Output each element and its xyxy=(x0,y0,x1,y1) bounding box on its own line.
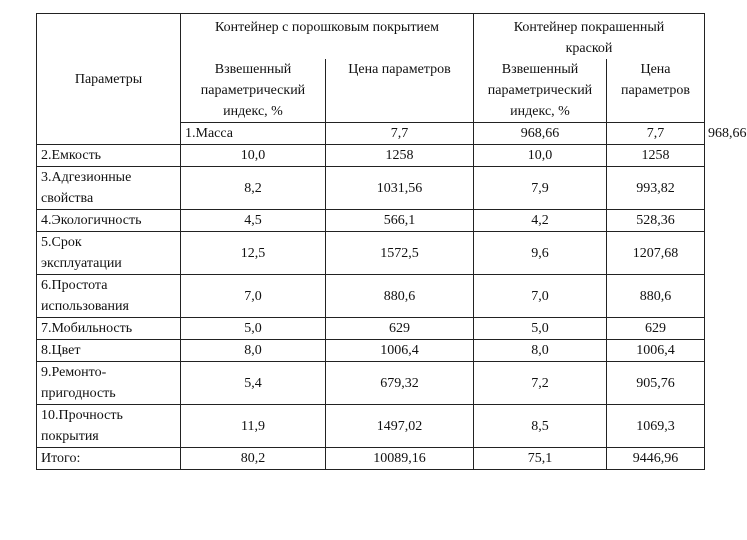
powder-price-header xyxy=(326,59,474,123)
powder-price-cell: 1006,4 xyxy=(326,340,474,362)
table-row xyxy=(37,275,705,318)
paint-price-header xyxy=(607,59,705,123)
parameter-name-cell xyxy=(37,275,181,318)
parameter-name: 10.Прочность xyxy=(41,408,123,423)
paint-index-cell: 10,0 xyxy=(474,145,607,167)
powder-price-cell: 880,6 xyxy=(326,275,474,318)
table-row xyxy=(37,167,705,210)
table-body xyxy=(37,14,747,470)
parameter-name: свойства xyxy=(41,191,94,206)
total-powder-index-cell: 80,2 xyxy=(181,448,326,470)
parameter-name: 9.Ремонто- xyxy=(41,365,107,380)
powder-index-cell: 7,7 xyxy=(326,123,474,145)
powder-index-header xyxy=(181,59,326,123)
parameter-name: 3.Адгезионные xyxy=(41,170,132,185)
paint-index-header-line1: Взвешенный xyxy=(501,62,579,77)
powder-price-cell: 1258 xyxy=(326,145,474,167)
powder-price-cell: 968,66 xyxy=(474,123,607,145)
powder-price-header-text: Цена параметров xyxy=(348,62,451,77)
powder-index-cell: 12,5 xyxy=(181,232,326,275)
paint-index-header-line3: индекс, % xyxy=(510,104,570,119)
paint-price-cell: 993,82 xyxy=(607,167,705,210)
parameter-name: 5.Срок xyxy=(41,235,82,250)
total-row xyxy=(37,448,705,470)
header-row xyxy=(37,14,705,60)
table-row xyxy=(37,232,705,275)
paint-price-cell: 1207,68 xyxy=(607,232,705,275)
parameter-name-cell xyxy=(37,232,181,275)
powder-index-cell: 8,0 xyxy=(181,340,326,362)
paint-group-title-line2: краской xyxy=(565,41,613,56)
powder-price-cell: 679,32 xyxy=(326,362,474,405)
powder-index-cell: 7,0 xyxy=(181,275,326,318)
total-powder-price-cell: 10089,16 xyxy=(326,448,474,470)
parameter-name: 8.Цвет xyxy=(41,343,81,358)
paint-price-header-line2: параметров xyxy=(621,83,690,98)
parameter-name-cell xyxy=(37,167,181,210)
parameter-name: покрытия xyxy=(41,429,99,444)
table-row xyxy=(37,340,705,362)
parameter-name-cell xyxy=(37,340,181,362)
paint-price-cell: 905,76 xyxy=(607,362,705,405)
powder-index-cell: 11,9 xyxy=(181,405,326,448)
paint-index-cell: 4,2 xyxy=(474,210,607,232)
paint-index-cell: 9,6 xyxy=(474,232,607,275)
paint-group-header xyxy=(474,14,705,60)
parameter-name: 4.Экологичность xyxy=(41,213,142,228)
param-header-cell xyxy=(37,14,181,145)
powder-group-title: Контейнер с порошковым покрытием xyxy=(215,20,439,35)
parameter-name-cell xyxy=(181,123,326,145)
powder-index-cell: 5,0 xyxy=(181,318,326,340)
parameter-name: эксплуатации xyxy=(41,256,122,271)
total-paint-price-cell: 9446,96 xyxy=(607,448,705,470)
paint-index-cell: 5,0 xyxy=(474,318,607,340)
powder-index-header-line3: индекс, % xyxy=(223,104,283,119)
paint-index-cell: 7,2 xyxy=(474,362,607,405)
paint-group-title-line1: Контейнер покрашенный xyxy=(513,20,665,35)
parameter-name: пригодность xyxy=(41,386,116,401)
paint-index-cell: 8,5 xyxy=(474,405,607,448)
table-row xyxy=(37,362,705,405)
powder-index-cell: 4,5 xyxy=(181,210,326,232)
param-header: Параметры xyxy=(74,71,143,87)
parameter-name: 7.Мобильность xyxy=(41,321,133,336)
parameter-name-cell xyxy=(37,362,181,405)
powder-index-cell: 10,0 xyxy=(181,145,326,167)
total-label: Итого: xyxy=(37,448,181,470)
table-row xyxy=(37,318,705,340)
paint-index-cell: 7,7 xyxy=(607,123,705,145)
paint-price-cell: 629 xyxy=(607,318,705,340)
powder-index-header-line1: Взвешенный xyxy=(214,62,292,77)
parameters-table xyxy=(36,13,747,470)
paint-index-header-line2: параметрический xyxy=(487,83,593,98)
paint-price-cell: 880,6 xyxy=(607,275,705,318)
powder-index-header-line2: параметрический xyxy=(200,83,306,98)
powder-index-cell: 5,4 xyxy=(181,362,326,405)
table-row: 1.Масса 7,7 968,66 7,7 968,66 xyxy=(37,123,705,145)
total-paint-index-cell: 75,1 xyxy=(474,448,607,470)
paint-price-cell: 1006,4 xyxy=(607,340,705,362)
powder-price-cell: 629 xyxy=(326,318,474,340)
paint-index-cell: 7,0 xyxy=(474,275,607,318)
paint-price-cell: 1069,3 xyxy=(607,405,705,448)
powder-index-cell: 8,2 xyxy=(181,167,326,210)
table-row xyxy=(37,405,705,448)
table-row xyxy=(37,145,705,167)
table-row xyxy=(37,210,705,232)
parameter-name: 1.Масса xyxy=(185,126,233,141)
paint-index-cell: 8,0 xyxy=(474,340,607,362)
parameter-name-cell xyxy=(37,145,181,167)
paint-price-cell: 1258 xyxy=(607,145,705,167)
parameter-name: использования xyxy=(41,299,129,314)
paint-price-header-line1: Цена xyxy=(640,62,671,77)
paint-index-header xyxy=(474,59,607,123)
parameter-name-cell xyxy=(37,405,181,448)
powder-price-cell: 1031,56 xyxy=(326,167,474,210)
powder-group-header xyxy=(181,14,474,60)
parameter-name: 6.Простота xyxy=(41,278,108,293)
powder-price-cell: 1497,02 xyxy=(326,405,474,448)
paint-index-cell: 7,9 xyxy=(474,167,607,210)
parameter-name-cell xyxy=(37,318,181,340)
powder-price-cell: 566,1 xyxy=(326,210,474,232)
paint-price-cell: 528,36 xyxy=(607,210,705,232)
powder-price-cell: 1572,5 xyxy=(326,232,474,275)
parameter-name-cell xyxy=(37,210,181,232)
parameter-name: 2.Емкость xyxy=(41,148,102,163)
